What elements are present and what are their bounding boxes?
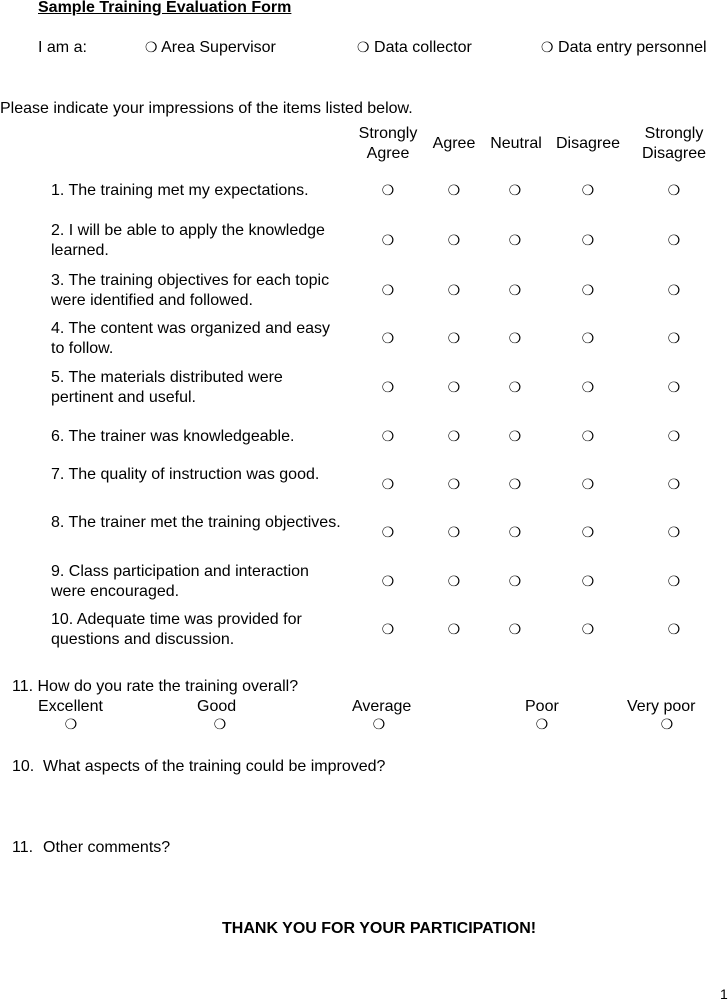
radio-q3-strongly-agree[interactable]: ❍ [381, 283, 395, 299]
radio-q1-disagree[interactable]: ❍ [581, 183, 595, 199]
overall-radio-excellent[interactable]: ❍ [64, 717, 78, 733]
radio-q9-strongly-agree[interactable]: ❍ [381, 574, 395, 590]
overall-radio-very-poor[interactable]: ❍ [660, 717, 674, 733]
radio-q6-agree[interactable]: ❍ [447, 429, 461, 445]
radio-q8-disagree[interactable]: ❍ [581, 525, 595, 541]
question-text: 9. Class participation and interaction were encouraged. [51, 563, 309, 600]
question-text: 4. The content was organized and easy to follow. [51, 320, 330, 357]
radio-q3-disagree[interactable]: ❍ [581, 283, 595, 299]
radio-q2-neutral[interactable]: ❍ [508, 233, 522, 249]
radio-q6-neutral[interactable]: ❍ [508, 429, 522, 445]
radio-q7-disagree[interactable]: ❍ [581, 477, 595, 493]
radio-q8-neutral[interactable]: ❍ [508, 525, 522, 541]
question-text: 2. I will be able to apply the knowledge learned. [51, 222, 325, 259]
radio-q2-strongly-agree[interactable]: ❍ [381, 233, 395, 249]
radio-q8-agree[interactable]: ❍ [447, 525, 461, 541]
radio-q7-neutral[interactable]: ❍ [508, 477, 522, 493]
improve-number: 10. [12, 758, 35, 775]
radio-q4-disagree[interactable]: ❍ [581, 331, 595, 347]
question-text: 1. The training met my expectations. [51, 182, 309, 199]
radio-q5-agree[interactable]: ❍ [447, 380, 461, 396]
radio-q5-strongly-disagree[interactable]: ❍ [667, 380, 681, 396]
radio-icon[interactable]: ❍ [357, 40, 370, 56]
radio-q10-strongly-disagree[interactable]: ❍ [667, 622, 681, 638]
overall-option-poor-label: Poor [525, 698, 559, 715]
radio-q6-strongly-disagree[interactable]: ❍ [667, 429, 681, 445]
radio-q7-strongly-disagree[interactable]: ❍ [667, 477, 681, 493]
radio-q8-strongly-agree[interactable]: ❍ [381, 525, 395, 541]
radio-icon[interactable]: ❍ [145, 40, 158, 56]
instruction-text: Please indicate your impressions of the items listed below. [0, 100, 413, 117]
role-option-area-supervisor[interactable] [145, 38, 276, 58]
radio-q3-neutral[interactable]: ❍ [508, 283, 522, 299]
role-label: I am a: [38, 39, 87, 56]
radio-q2-disagree[interactable]: ❍ [581, 233, 595, 249]
radio-q4-strongly-disagree[interactable]: ❍ [667, 331, 681, 347]
question-text: 10. Adequate time was provided for questions and discussion. [51, 611, 302, 648]
role-option-label: Area Supervisor [161, 39, 276, 56]
radio-q5-neutral[interactable]: ❍ [508, 380, 522, 396]
radio-q9-disagree[interactable]: ❍ [581, 574, 595, 590]
header-strongly-disagree: Strongly Disagree [641, 125, 707, 162]
radio-q2-strongly-disagree[interactable]: ❍ [667, 233, 681, 249]
radio-q5-disagree[interactable]: ❍ [581, 380, 595, 396]
radio-q1-strongly-disagree[interactable]: ❍ [667, 183, 681, 199]
comments-number: 11. [12, 839, 34, 856]
page-number: 1 [720, 986, 728, 1002]
radio-q1-strongly-agree[interactable]: ❍ [381, 183, 395, 199]
radio-q2-agree[interactable]: ❍ [447, 233, 461, 249]
overall-question: 11. How do you rate the training overall? [12, 678, 299, 695]
radio-q4-strongly-agree[interactable]: ❍ [381, 331, 395, 347]
form-title: Sample Training Evaluation Form [38, 0, 292, 16]
header-neutral: Neutral [490, 135, 542, 152]
radio-q9-strongly-disagree[interactable]: ❍ [667, 574, 681, 590]
question-text: 7. The quality of instruction was good. [51, 466, 320, 483]
header-agree: Agree [432, 135, 476, 152]
radio-q4-agree[interactable]: ❍ [447, 331, 461, 347]
radio-q10-strongly-agree[interactable]: ❍ [381, 622, 395, 638]
comments-question: Other comments? [43, 839, 171, 856]
radio-q1-neutral[interactable]: ❍ [508, 183, 522, 199]
overall-option-average-label: Average [352, 698, 412, 715]
header-disagree: Disagree [555, 135, 621, 152]
question-text: 8. The trainer met the training objectives. [51, 514, 341, 531]
question-text: 3. The training objectives for each topic were identified and followed. [51, 272, 330, 309]
role-option-data-collector[interactable] [357, 38, 472, 58]
radio-q7-strongly-agree[interactable]: ❍ [381, 477, 395, 493]
radio-q5-strongly-agree[interactable]: ❍ [381, 380, 395, 396]
radio-q6-disagree[interactable]: ❍ [581, 429, 595, 445]
role-option-label: Data collector [374, 39, 472, 56]
question-text: 6. The trainer was knowledgeable. [51, 428, 295, 445]
radio-icon[interactable]: ❍ [541, 40, 554, 56]
radio-q7-agree[interactable]: ❍ [447, 477, 461, 493]
radio-q9-agree[interactable]: ❍ [447, 574, 461, 590]
overall-option-excellent-label: Excellent [38, 698, 103, 715]
overall-radio-good[interactable]: ❍ [213, 717, 227, 733]
thank-you-message: THANK YOU FOR YOUR PARTICIPATION! [222, 920, 537, 937]
radio-q10-agree[interactable]: ❍ [447, 622, 461, 638]
radio-q3-agree[interactable]: ❍ [447, 283, 461, 299]
question-text: 5. The materials distributed were pertinent and useful. [51, 369, 283, 406]
radio-q10-neutral[interactable]: ❍ [508, 622, 522, 638]
overall-option-good-label: Good [197, 698, 237, 715]
overall-radio-average[interactable]: ❍ [372, 717, 386, 733]
role-option-label: Data entry personnel [558, 39, 707, 56]
radio-q8-strongly-disagree[interactable]: ❍ [667, 525, 681, 541]
role-option-data-entry-personnel[interactable] [541, 38, 707, 58]
radio-q10-disagree[interactable]: ❍ [581, 622, 595, 638]
improve-question: What aspects of the training could be improved? [43, 758, 386, 775]
radio-q3-strongly-disagree[interactable]: ❍ [667, 283, 681, 299]
radio-q6-strongly-agree[interactable]: ❍ [381, 429, 395, 445]
header-strongly-agree: Strongly Agree [358, 125, 418, 162]
overall-radio-poor[interactable]: ❍ [535, 717, 549, 733]
radio-q4-neutral[interactable]: ❍ [508, 331, 522, 347]
radio-q9-neutral[interactable]: ❍ [508, 574, 522, 590]
overall-option-very-poor-label: Very poor [627, 698, 696, 715]
radio-q1-agree[interactable]: ❍ [447, 183, 461, 199]
